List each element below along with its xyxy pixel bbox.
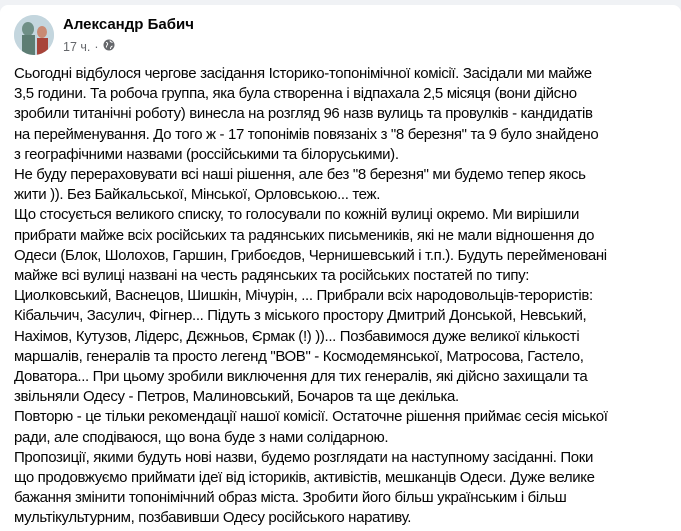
post-text-line: Сьогодні відбулося чергове засідання Історико-топонімічної комісії. Засідали ми майже xyxy=(14,65,592,82)
post-text-line: з географічними назвами (россійськими та білоруськими). xyxy=(14,145,399,163)
post-text-line: на перейменування. До того ж - 17 топонімів повязаніх з "8 березня" та 9 було знайдено xyxy=(14,125,599,143)
post-text-line: зробили титанічні роботу) винесла на розгляд 96 назв вулиць та провулків - кандидатів xyxy=(14,105,593,123)
post-text-line: Що стосується великого списку, то голосували по кожній вулиці окремо. Ми вирішили xyxy=(14,206,579,224)
post-text-line: Повторю - це тільки рекомендації нашої комісії. Остаточне рішення приймає сесія міської xyxy=(14,408,608,426)
post-card xyxy=(0,5,681,531)
separator: · xyxy=(94,39,99,54)
author-name[interactable]: Александр Бабич xyxy=(63,16,194,33)
post-text-line: маршалів, генералів та просто легенд "ВОВ" - Космодемянської, Матросова, Гастело, xyxy=(14,347,584,365)
post-text-line: Циолковський, Васнецов, Шишкін, Мічурін, ... Прибрали всіх народовольців-терористів: xyxy=(14,287,593,305)
post-text-line: мультікультурним, позбавивши Одесу російського наративу. xyxy=(14,509,412,527)
post-text-line: ради, але сподіваюся, що вона буде з нами солідарною. xyxy=(14,428,389,446)
post-text-line: прибрати майже всіх російських та радянських письмеників, які не мали відношення до xyxy=(14,226,595,244)
post-text-line: Кібальчич, Засулич, Фігнер... Підуть з міського простору Дмитрий Донськой, Невський, xyxy=(14,307,587,325)
post-text-line: що продовжуємо приймати ідеї від істориків, активістів, мешканців Одеси. Дуже велике xyxy=(14,469,595,487)
post-text-line: майже всі вулиці названі на честь радянських та російських постатей по типу: xyxy=(14,267,530,285)
post-text xyxy=(14,64,608,529)
post-text-line: Не буду перераховувати всі наші рішення, але без "8 березня" ми будемо тепер якось xyxy=(14,166,586,184)
post-text-line: Доватора... При цьому зробили виключення для тих генералів, які дійсно захищали та xyxy=(14,368,588,386)
post-text-line: Пропозиції, якими будуть нові назви, будемо розглядати на наступному засіданні. Поки xyxy=(14,448,594,466)
post-time[interactable]: 17 ч. xyxy=(63,39,91,54)
post-meta xyxy=(63,39,115,54)
post-text-line: звільняли Одесу - Петров, Малиновський, Бочаров та ще декілька. xyxy=(14,388,459,406)
post-text-line: Нахімов, Кутузов, Лідерс, Дєжньов, Єрмак (!) ))... Позбавимося дуже великої кількості xyxy=(14,327,580,345)
avatar[interactable] xyxy=(14,15,54,55)
post-text-line: жити )). Без Байкальської, Мінської, Орловською... теж. xyxy=(14,186,381,204)
post-text-line: 3,5 години. Та робоча группа, яка була створенна і відпахала 2,5 місяця (вони дійсно xyxy=(14,85,577,103)
globe-icon xyxy=(103,39,115,54)
post-text-line: Одеси (Блок, Шолохов, Гаршин, Грибоєдов, Чернишевський і т.п.). Будуть перейменовані xyxy=(14,246,607,264)
post-text-line: бажання змінити топонімічний образ міста. Зробити його більш українським і більш xyxy=(14,489,567,507)
